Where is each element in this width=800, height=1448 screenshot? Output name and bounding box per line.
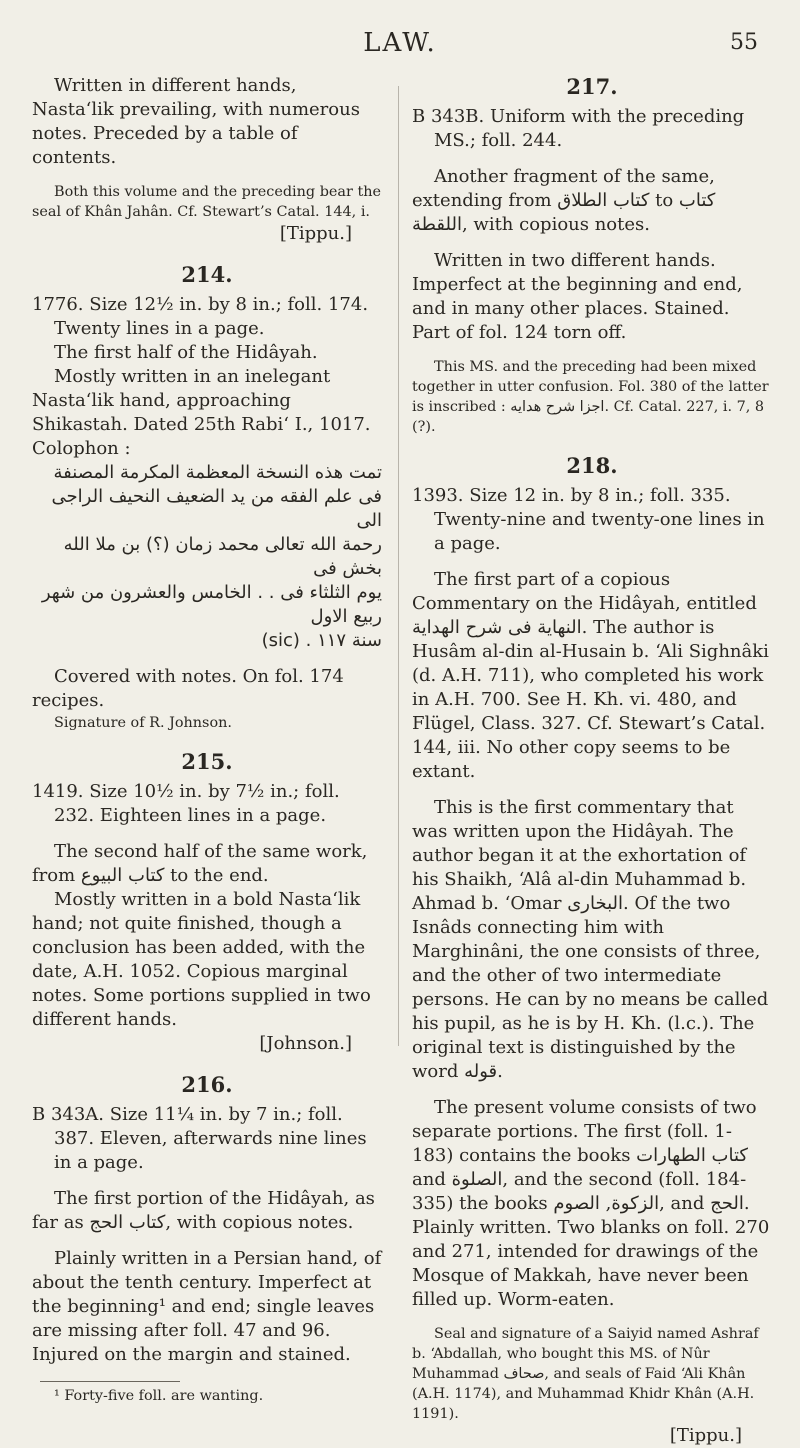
- entry-217-spec: B 343B. Uniform with the preceding MS.; foll. 244.: [412, 106, 745, 151]
- entry-218-spec: 1393. Size 12 in. by 8 in.; foll. 335. Twenty-nine and twenty-one lines in a page.: [412, 485, 765, 554]
- entry-number-217: 217.: [566, 74, 618, 99]
- entry-218-p1: The first part of a copious Commentary on the Hidâyah, entitled النهاية فى شرح الهداية. The author is Husâm al-din al-Husain b. ‘Ali Sighnâki (d. A.H. 711), who completed his work in A.H. 700. See H. Kh. vi. 480, and Flügel, Class. 327. Cf. Stewart’s Catal. 144, iii. No other copy seems to be extant.: [412, 569, 769, 782]
- page-header: [0, 6, 800, 58]
- entry-217-p1: Another fragment of the same, extending from كتاب الطلاق to كتاب اللقطة, with copious notes.: [412, 166, 716, 235]
- entry-number-218: 218.: [566, 453, 618, 478]
- entry-215-p1: The second half of the same work, from كتاب البيوع to the end.: [32, 841, 368, 886]
- right-column: [412, 74, 772, 1448]
- intro-note: Both this volume and the preceding bear the seal of Khân Jahân. Cf. Stewart’s Catal. 144, i.: [32, 184, 382, 220]
- arabic-colophon-1: تمت هذه النسخة المعظمة المكرمة المصنفة: [53, 462, 382, 483]
- entry-217-p3: This MS. and the preceding had been mixed together in utter confusion. Fol. 380 of the latter is inscribed : اجزا شرح هدايه. Cf. Catal. 227, i. 7, 8 (?).: [412, 359, 769, 435]
- entry-218-p4: Seal and signature of a Saiyid named Ashraf b. ‘Abdallah, who bought this MS. of Nûr Muhammad صحاف, and seals of Faid ‘Ali Khân (A.H. 1174), and Muhammad Khidr Khân (A.H. 1191).: [412, 1326, 759, 1422]
- running-title: LAW.: [363, 28, 437, 58]
- entry-214-p1: The first half of the Hidâyah.: [54, 342, 318, 363]
- source-tag: [Johnson.]: [259, 1033, 352, 1054]
- entry-214-colophon-label: Colophon :: [32, 438, 131, 459]
- entry-214-p4: Signature of R. Johnson.: [54, 715, 232, 731]
- entry-214-p3: Covered with notes. On fol. 174 recipes.: [32, 666, 344, 711]
- arabic-colophon-4: يوم الثلثاء فى . . الخامس والعشرون من شهر ربيع الاول: [41, 582, 382, 627]
- intro-paragraph: Written in different hands, Nasta‘lik prevailing, with numerous notes. Preceded by a table of contents.: [32, 75, 360, 168]
- entry-216-p2: Plainly written in a Persian hand, of about the tenth century. Imperfect at the beginning¹ and end; single leaves are missing after foll. 47 and 96. Injured on the margin and stained.: [32, 1248, 382, 1365]
- footnote-rule: [40, 1381, 180, 1382]
- arabic-colophon-3: رحمة الله تعالى محمد زمان (؟) بن ملا الله بخش فى: [63, 534, 382, 579]
- entry-214-p2: Mostly written in an inelegant Nasta‘lik hand, approaching Shikastah. Dated 25th Rabi‘ I., 1017.: [32, 366, 371, 435]
- entry-217-p2: Written in two different hands. Imperfect at the beginning and end, and in many other places. Stained. Part of fol. 124 torn off.: [412, 250, 743, 343]
- page-number: 55: [730, 30, 758, 55]
- entry-216-p1: The first portion of the Hidâyah, as far as كتاب الحج, with copious notes.: [32, 1188, 375, 1233]
- entry-216-spec: B 343A. Size 11¼ in. by 7 in.; foll. 387. Eleven, afterwards nine lines in a page.: [32, 1104, 367, 1173]
- entry-214-spec: 1776. Size 12½ in. by 8 in.; foll. 174. Twenty lines in a page.: [32, 294, 369, 339]
- source-tag: [Tippu.]: [279, 223, 352, 244]
- entry-215-p2: Mostly written in a bold Nasta‘lik hand; not quite finished, though a conclusion has been added, with the date, A.H. 1052. Copious marginal notes. Some portions supplied in two different hands.: [32, 889, 371, 1030]
- entry-215-spec: 1419. Size 10½ in. by 7½ in.; foll. 232. Eighteen lines in a page.: [32, 781, 340, 826]
- footnote: ¹ Forty-five foll. are wanting.: [54, 1388, 264, 1404]
- column-divider: [398, 86, 399, 1046]
- arabic-colophon-5: سنة ١١٧ . (sic): [261, 630, 382, 651]
- arabic-colophon-2: فى علم الفقه من يد الضعيف النحيف الراجى الى: [51, 486, 382, 531]
- source-tag: [Tippu.]: [669, 1425, 742, 1446]
- entry-number-214: 214.: [181, 262, 233, 287]
- left-column: [32, 74, 382, 1406]
- entry-number-216: 216.: [181, 1072, 233, 1097]
- entry-number-215: 215.: [181, 749, 233, 774]
- entry-218-p2: This is the first commentary that was written upon the Hidâyah. The author began it at the exhortation of his Shaikh, ‘Alâ al-din Muhammad b. Ahmad b. ‘Omar البخارى. Of the two Isnâds connecting him with Marghinâni, the one consists of three, and the other of two intermediate persons. He can by no means be called his pupil, as he is by H. Kh. (l.c.). The original text is distinguished by the word قوله.: [412, 797, 769, 1082]
- entry-218-p3: The present volume consists of two separate portions. The first (foll. 1-183) contains the books كتاب الطهارات and الصلوة, and the second (foll. 184-335) the books الزكوة, الصوم, and الحج. Plainly written. Two blanks on foll. 270 and 271, intended for drawings of the Mosque of Makkah, have never been filled up. Worm-eaten.: [412, 1097, 770, 1310]
